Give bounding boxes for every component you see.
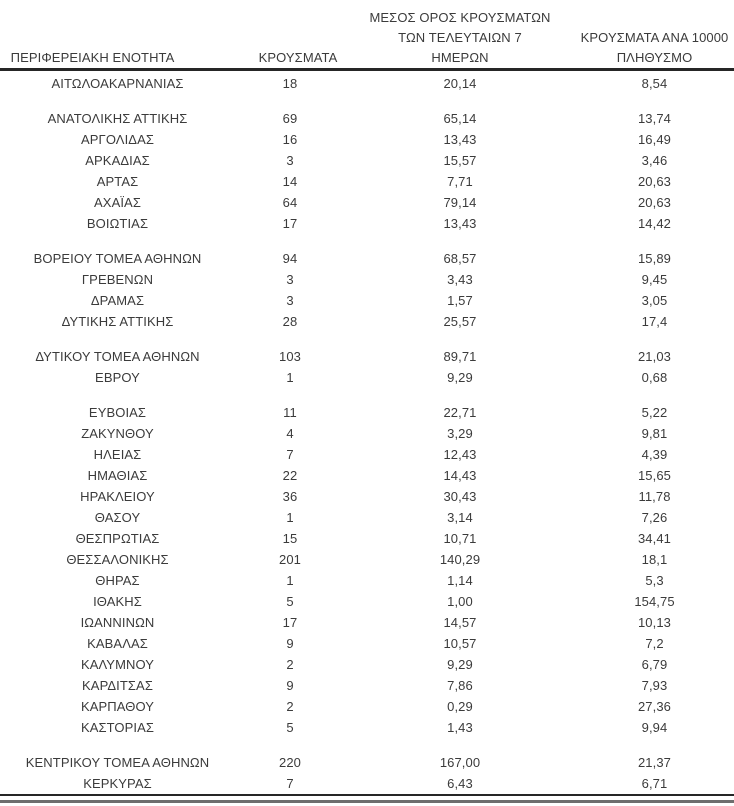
per10k-cell: 9,81 [641, 426, 668, 441]
region-cell: ΑΝΑΤΟΛΙΚΗΣ ΑΤΤΙΚΗΣ [47, 111, 188, 126]
per10k-cell: 5,3 [645, 573, 664, 588]
avg7-cell: 1,43 [447, 720, 473, 735]
avg7-cell: 13,43 [443, 216, 477, 231]
region-cell: ΗΛΕΙΑΣ [93, 447, 142, 462]
avg7-cell: 3,14 [447, 510, 473, 525]
per10k-cell: 7,2 [645, 636, 664, 651]
header-region-column [0, 48, 235, 68]
cases-cell: 3 [286, 293, 294, 308]
header-region-label: ΠΕΡΙΦΕΡΕΙΑΚΗ ΕΝΟΤΗΤΑ [10, 50, 175, 65]
table-row [0, 465, 734, 486]
avg7-cell: 3,29 [447, 426, 473, 441]
avg7-cell: 30,43 [443, 489, 477, 504]
header-per10k-column [575, 28, 734, 68]
avg7-cell: 89,71 [443, 349, 477, 364]
table-row [0, 570, 734, 591]
table-row [0, 486, 734, 507]
cases-cell: 9 [286, 678, 294, 693]
cases-cell: 1 [286, 370, 294, 385]
cases-cell: 3 [286, 272, 294, 287]
header-separator-rule [0, 68, 734, 71]
table-row [0, 269, 734, 290]
region-cell: ΑΡΤΑΣ [96, 174, 139, 189]
avg7-cell: 7,86 [447, 678, 473, 693]
table-row [0, 150, 734, 171]
avg7-cell: 3,43 [447, 272, 473, 287]
header-avg7-column [345, 8, 575, 68]
per10k-cell: 18,1 [641, 552, 668, 567]
per10k-cell: 13,74 [637, 111, 672, 126]
cases-cell: 22 [282, 468, 298, 483]
cases-cell: 7 [286, 776, 294, 791]
avg7-cell: 140,29 [439, 552, 481, 567]
per10k-cell: 6,71 [641, 776, 668, 791]
region-cell: ΕΒΡΟΥ [95, 370, 140, 385]
per10k-cell: 7,93 [641, 678, 668, 693]
avg7-cell: 12,43 [443, 447, 477, 462]
region-cell: ΙΩΑΝΝΙΝΩΝ [80, 615, 155, 630]
region-cell: ΚΕΝΤΡΙΚΟΥ ΤΟΜΕΑ ΑΘΗΝΩΝ [25, 755, 210, 770]
cases-cell: 1 [286, 510, 294, 525]
per10k-cell: 6,79 [641, 657, 668, 672]
avg7-cell: 79,14 [443, 195, 477, 210]
header-avg7-line2: ΤΩΝ ΤΕΛΕΥΤΑΙΩΝ 7 [398, 30, 522, 45]
header-cases-column [235, 48, 345, 68]
table-row [0, 311, 734, 332]
table-row [0, 108, 734, 129]
table-row [0, 654, 734, 675]
group-spacer [0, 94, 734, 108]
header-cases-label: ΚΡΟΥΣΜΑΤΑ [258, 50, 338, 65]
header-avg7-line1: ΜΕΣΟΣ ΟΡΟΣ ΚΡΟΥΣΜΑΤΩΝ [369, 10, 551, 25]
cases-cell: 17 [282, 216, 298, 231]
region-cell: ΙΘΑΚΗΣ [93, 594, 142, 609]
region-cell: ΖΑΚΥΝΘΟΥ [81, 426, 154, 441]
avg7-cell: 14,57 [443, 615, 477, 630]
region-cell: ΒΟΡΕΙΟΥ ΤΟΜΕΑ ΑΘΗΝΩΝ [33, 251, 202, 266]
region-cell: ΚΑΛΥΜΝΟΥ [80, 657, 155, 672]
cases-cell: 14 [282, 174, 298, 189]
table-row [0, 402, 734, 423]
avg7-cell: 6,43 [447, 776, 473, 791]
region-cell: ΓΡΕΒΕΝΩΝ [81, 272, 154, 287]
per10k-cell: 3,46 [641, 153, 668, 168]
region-cell: ΘΕΣΠΡΩΤΙΑΣ [75, 531, 160, 546]
per10k-cell: 20,63 [637, 174, 672, 189]
region-cell: ΚΑΒΑΛΑΣ [87, 636, 148, 651]
table-row [0, 528, 734, 549]
avg7-cell: 20,14 [443, 76, 477, 91]
table-row [0, 367, 734, 388]
avg7-cell: 65,14 [443, 111, 477, 126]
avg7-cell: 1,00 [447, 594, 473, 609]
per10k-cell: 17,4 [641, 314, 668, 329]
cases-cell: 1 [286, 573, 294, 588]
per10k-cell: 8,54 [641, 76, 668, 91]
table-row [0, 248, 734, 269]
avg7-cell: 167,00 [439, 755, 481, 770]
table-row [0, 213, 734, 234]
avg7-cell: 15,57 [443, 153, 477, 168]
cases-cell: 64 [282, 195, 298, 210]
table-row [0, 675, 734, 696]
per10k-cell: 9,45 [641, 272, 668, 287]
table-header [0, 0, 734, 68]
region-cell: ΔΥΤΙΚΟΥ ΤΟΜΕΑ ΑΘΗΝΩΝ [35, 349, 200, 364]
table-row [0, 773, 734, 794]
avg7-cell: 13,43 [443, 132, 477, 147]
group-spacer [0, 332, 734, 346]
region-cell: ΚΑΡΔΙΤΣΑΣ [82, 678, 153, 693]
header-per10k-line1: ΚΡΟΥΣΜΑΤΑ ΑΝΑ 10000 [580, 30, 729, 45]
cases-cell: 15 [282, 531, 298, 546]
cases-cell: 9 [286, 636, 294, 651]
page-bottom-rule [0, 800, 734, 803]
group-spacer [0, 234, 734, 248]
table-row [0, 549, 734, 570]
cases-cell: 2 [286, 657, 294, 672]
avg7-cell: 9,29 [447, 657, 473, 672]
per10k-cell: 20,63 [637, 195, 672, 210]
region-cell: ΚΕΡΚΥΡΑΣ [83, 776, 152, 791]
region-cell: ΕΥΒΟΙΑΣ [88, 405, 147, 420]
header-avg7-line3: ΗΜΕΡΩΝ [431, 50, 489, 65]
region-cell: ΑΡΓΟΛΙΔΑΣ [81, 132, 154, 147]
per10k-cell: 3,05 [641, 293, 668, 308]
per10k-cell: 16,49 [637, 132, 672, 147]
region-cell: ΑΙΤΩΛΟΑΚΑΡΝΑΝΙΑΣ [51, 76, 184, 91]
cases-cell: 18 [282, 76, 298, 91]
cases-cell: 201 [279, 552, 301, 567]
cases-cell: 94 [282, 251, 298, 266]
table-row [0, 129, 734, 150]
region-cell: ΔΡΑΜΑΣ [90, 293, 145, 308]
per10k-cell: 5,22 [641, 405, 668, 420]
per10k-cell: 21,03 [637, 349, 672, 364]
table-row [0, 633, 734, 654]
group-spacer [0, 738, 734, 752]
region-cell: ΒΟΙΩΤΙΑΣ [86, 216, 149, 231]
region-cell: ΑΧΑΪΑΣ [94, 195, 141, 210]
cases-cell: 17 [282, 615, 298, 630]
table-row [0, 171, 734, 192]
avg7-cell: 25,57 [443, 314, 477, 329]
per10k-cell: 9,94 [641, 720, 668, 735]
region-cell: ΚΑΡΠΑΘΟΥ [80, 699, 155, 714]
cases-cell: 3 [286, 153, 294, 168]
avg7-cell: 1,14 [447, 573, 473, 588]
avg7-cell: 68,57 [443, 251, 477, 266]
cases-cell: 28 [282, 314, 298, 329]
region-cell: ΗΡΑΚΛΕΙΟΥ [80, 489, 155, 504]
per10k-cell: 34,41 [637, 531, 672, 546]
cases-cell: 7 [286, 447, 294, 462]
per10k-cell: 21,37 [637, 755, 672, 770]
region-cell: ΚΑΣΤΟΡΙΑΣ [80, 720, 155, 735]
cases-cell: 2 [286, 699, 294, 714]
per10k-cell: 27,36 [637, 699, 672, 714]
per10k-cell: 14,42 [637, 216, 672, 231]
table-row [0, 752, 734, 773]
per10k-cell: 11,78 [638, 489, 671, 504]
group-spacer [0, 388, 734, 402]
avg7-cell: 7,71 [447, 174, 473, 189]
cases-cell: 220 [279, 755, 301, 770]
cases-cell: 5 [286, 594, 294, 609]
per10k-cell: 15,65 [637, 468, 672, 483]
avg7-cell: 14,43 [443, 468, 477, 483]
table-row [0, 717, 734, 738]
table-body [0, 73, 734, 794]
table-row [0, 290, 734, 311]
header-per10k-line2: ΠΛΗΘΥΣΜΟ [616, 50, 693, 65]
cases-cell: 103 [279, 349, 301, 364]
region-cell: ΗΜΑΘΙΑΣ [87, 468, 148, 483]
cases-cell: 36 [282, 489, 298, 504]
table-row [0, 192, 734, 213]
region-cell: ΔΥΤΙΚΗΣ ΑΤΤΙΚΗΣ [61, 314, 174, 329]
table-row [0, 444, 734, 465]
table-row [0, 696, 734, 717]
cases-cell: 5 [286, 720, 294, 735]
region-cell: ΑΡΚΑΔΙΑΣ [85, 153, 150, 168]
table-row [0, 73, 734, 94]
cases-cell: 69 [282, 111, 298, 126]
region-cell: ΘΗΡΑΣ [95, 573, 140, 588]
region-cell: ΘΑΣΟΥ [94, 510, 141, 525]
region-cell: ΘΕΣΣΑΛΟΝΙΚΗΣ [66, 552, 169, 567]
per10k-cell: 7,26 [641, 510, 668, 525]
per10k-cell: 10,13 [637, 615, 672, 630]
per10k-cell: 4,39 [641, 447, 668, 462]
cases-cell: 4 [286, 426, 294, 441]
avg7-cell: 10,71 [443, 531, 477, 546]
table-row [0, 423, 734, 444]
cases-cell: 16 [282, 132, 298, 147]
cases-cell: 11 [283, 405, 297, 420]
avg7-cell: 9,29 [447, 370, 473, 385]
table-row [0, 591, 734, 612]
table-row [0, 507, 734, 528]
table-row [0, 346, 734, 367]
avg7-cell: 10,57 [443, 636, 477, 651]
table-bottom-rule [0, 794, 734, 796]
per10k-cell: 15,89 [637, 251, 672, 266]
avg7-cell: 1,57 [447, 293, 473, 308]
per10k-cell: 154,75 [634, 594, 675, 609]
per10k-cell: 0,68 [641, 370, 668, 385]
avg7-cell: 0,29 [447, 699, 473, 714]
avg7-cell: 22,71 [443, 405, 477, 420]
table-row [0, 612, 734, 633]
